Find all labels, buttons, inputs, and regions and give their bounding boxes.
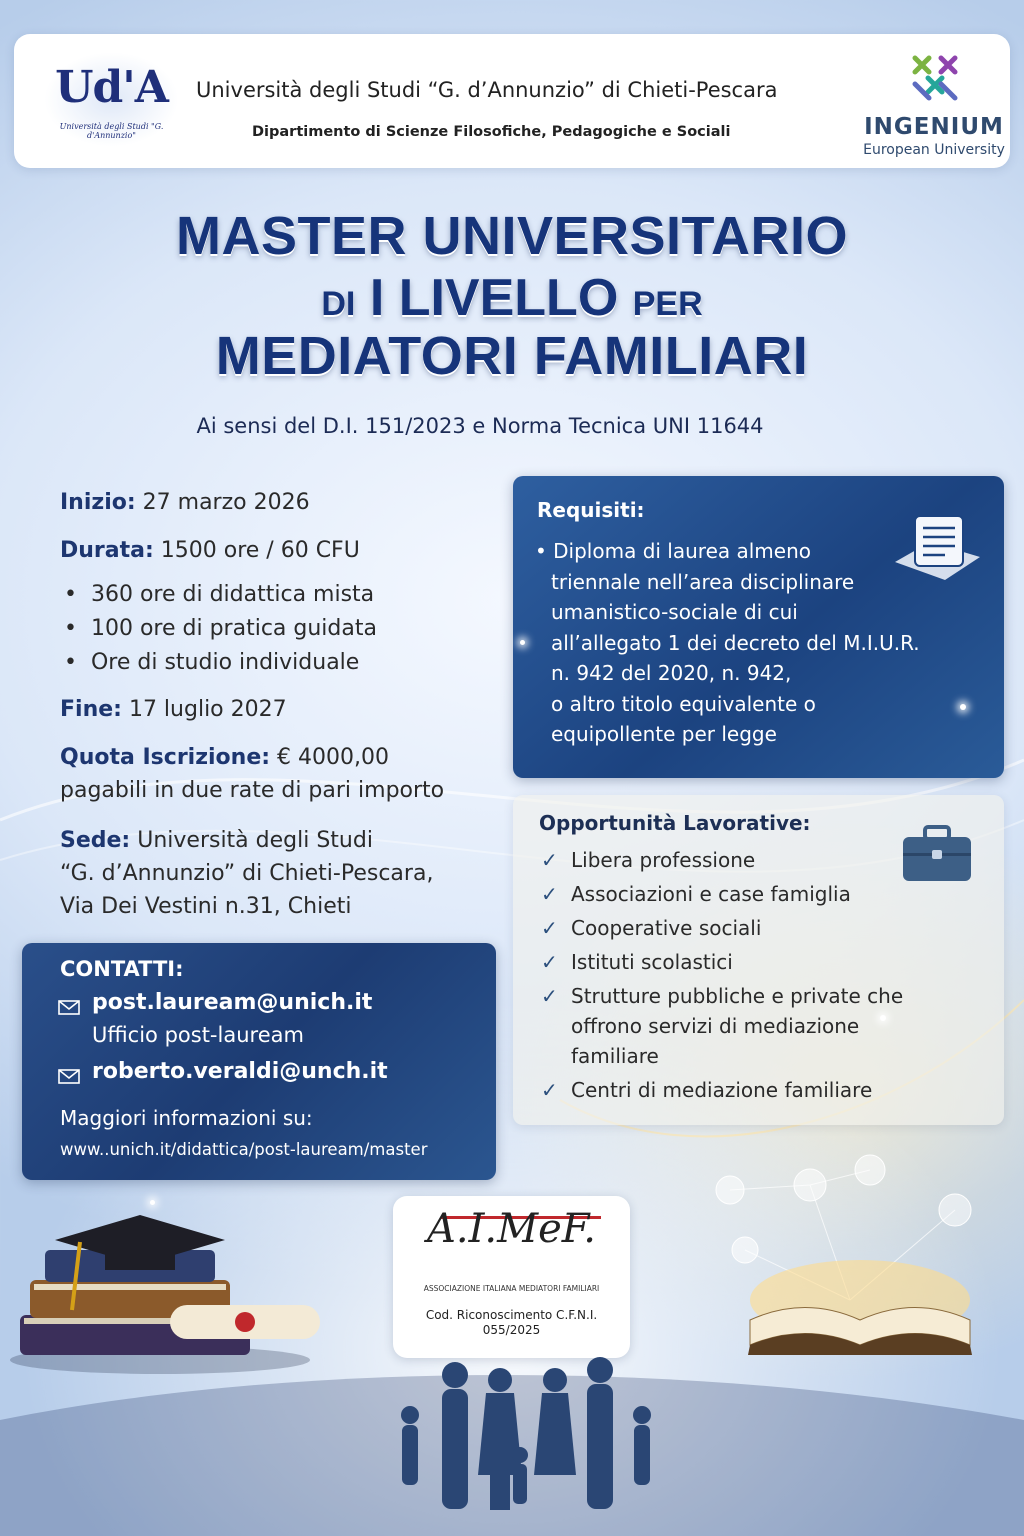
- uda-logo: [44, 52, 179, 147]
- aimef-code-line-2: 055/2025: [482, 1323, 541, 1337]
- durata-value: 1500 ore / 60 CFU: [153, 538, 360, 563]
- title-di: DI: [321, 285, 356, 323]
- aimef-logo: A.I.MeF.: [427, 1206, 596, 1252]
- ingenium-logo-icon: [907, 50, 963, 106]
- title-livello: I LIVELLO: [369, 269, 619, 327]
- sede-line-3: Via Dei Vestini n.31, Chieti: [60, 894, 352, 919]
- open-book-network-illustration: [700, 1150, 1020, 1370]
- durata-bullets: [64, 578, 377, 680]
- contacts-panel: [22, 943, 496, 1180]
- list-item: [541, 879, 931, 909]
- list-item: [541, 981, 931, 1071]
- quota-row: [60, 745, 389, 770]
- durata-label: Durata:: [60, 538, 154, 563]
- aimef-badge: [393, 1196, 630, 1358]
- list-item-label: Centri di mediazione familiare: [571, 1078, 873, 1102]
- title-line-1: MASTER UNIVERSITARIO: [175, 206, 849, 266]
- sede-line-1: Università degli Studi: [130, 828, 373, 853]
- opportunita-title: Opportunità Lavorative:: [539, 811, 811, 835]
- requisiti-panel: [513, 476, 1004, 778]
- mail-icon: [58, 1069, 80, 1084]
- norma-subtitle: Ai sensi del D.I. 151/2023 e Norma Tecnica UNI 11644: [196, 414, 764, 438]
- fine-label: Fine:: [60, 697, 122, 722]
- sparkle: [150, 1200, 155, 1205]
- sede-line-2: “G. d’Annunzio” di Chieti-Pescara,: [60, 861, 434, 886]
- requisiti-title: Requisiti:: [537, 498, 645, 522]
- title-line-2: [0, 268, 1024, 328]
- ingenium-title: INGENIUM: [864, 114, 1004, 140]
- requisiti-line: all’allegato 1 dei decreto del M.I.U.R.: [551, 630, 920, 655]
- check-icon: ✓: [541, 1078, 558, 1102]
- ingenium-subtitle: European University: [863, 142, 1005, 158]
- opportunita-panel: [513, 795, 1004, 1125]
- check-icon: ✓: [541, 848, 558, 872]
- list-item-label: Libera professione: [571, 848, 756, 872]
- list-item: [541, 845, 931, 875]
- list-item: [541, 947, 931, 977]
- title-per: PER: [632, 285, 703, 323]
- check-icon: ✓: [541, 882, 558, 906]
- inizio-label: Inizio:: [60, 490, 136, 515]
- list-item: • 100 ore di pratica guidata: [64, 612, 377, 646]
- requisiti-line: equipollente per legge: [551, 722, 777, 746]
- department-name: Dipartimento di Scienze Filosofiche, Pedagogiche e Sociali: [252, 124, 731, 140]
- aimef-code-line-1: Cod. Riconoscimento C.F.N.I.: [425, 1308, 598, 1322]
- list-item-label: Cooperative sociali: [571, 916, 762, 940]
- check-icon: ✓: [541, 916, 558, 940]
- family-silhouette-illustration: [380, 1345, 680, 1530]
- uda-logo-subtext: Università degli Studi "G. d'Annunzio": [59, 122, 164, 140]
- opportunita-list: [541, 845, 931, 1109]
- more-info-label: Maggiori informazioni su:: [60, 1106, 313, 1130]
- check-icon: ✓: [541, 984, 558, 1008]
- list-item: • 360 ore di didattica mista: [64, 578, 377, 612]
- books-graduation-cap-illustration: [10, 1210, 340, 1380]
- requisiti-line: o altro titolo equivalente o: [551, 691, 816, 716]
- aimef-association-name: ASSOCIAZIONE ITALIANA MEDIATORI FAMILIARI: [423, 1284, 600, 1293]
- list-item: • Ore di studio individuale: [64, 646, 377, 680]
- aimef-code: [393, 1308, 630, 1338]
- requisiti-line: n. 942 del 2020, n. 942,: [551, 661, 792, 685]
- requisiti-line: • Diploma di laurea almeno: [535, 539, 812, 563]
- quota-label: Quota Iscrizione:: [60, 745, 271, 770]
- uda-logo-text: Ud'A: [55, 62, 168, 113]
- more-info-url-link[interactable]: www..unich.it/didattica/post-lauream/master: [60, 1140, 428, 1159]
- durata-row: [60, 538, 360, 563]
- list-item-label: Istituti scolastici: [571, 950, 733, 974]
- title-line-3: MEDIATORI FAMILIARI: [215, 326, 809, 386]
- quota-note: pagabili in due rate di pari importo: [60, 778, 445, 803]
- list-item: [541, 913, 931, 943]
- requisiti-text: [535, 536, 920, 750]
- requisiti-line: umanistico-sociale di cui: [551, 600, 798, 624]
- contacts-title: CONTATTI:: [60, 957, 184, 981]
- fine-value: 17 luglio 2027: [121, 697, 287, 722]
- email-post-lauream-link[interactable]: post.lauream@unich.it: [92, 990, 373, 1015]
- inizio-row: [60, 490, 310, 515]
- list-item-label: Associazioni e case famiglia: [571, 882, 851, 906]
- mail-icon: [58, 1000, 80, 1015]
- email-post-lauream-note: Ufficio post-lauream: [92, 1023, 304, 1047]
- email-veraldi-link[interactable]: roberto.veraldi@unch.it: [92, 1059, 388, 1084]
- university-name: Università degli Studi “G. d’Annunzio” di Chieti-Pescara: [196, 78, 778, 102]
- inizio-value: 27 marzo 2026: [135, 490, 310, 515]
- list-item: [541, 1075, 931, 1105]
- fine-row: [60, 697, 287, 722]
- sede-row: [60, 828, 373, 853]
- quota-value: € 4000,00: [270, 745, 390, 770]
- requisiti-line: triennale nell’area disciplinare: [551, 569, 855, 594]
- check-icon: ✓: [541, 950, 558, 974]
- sede-label: Sede:: [60, 828, 131, 853]
- header-bar: [14, 34, 1010, 168]
- list-item-label: Strutture pubbliche e private che offrono servizi di mediazione familiare: [571, 984, 904, 1068]
